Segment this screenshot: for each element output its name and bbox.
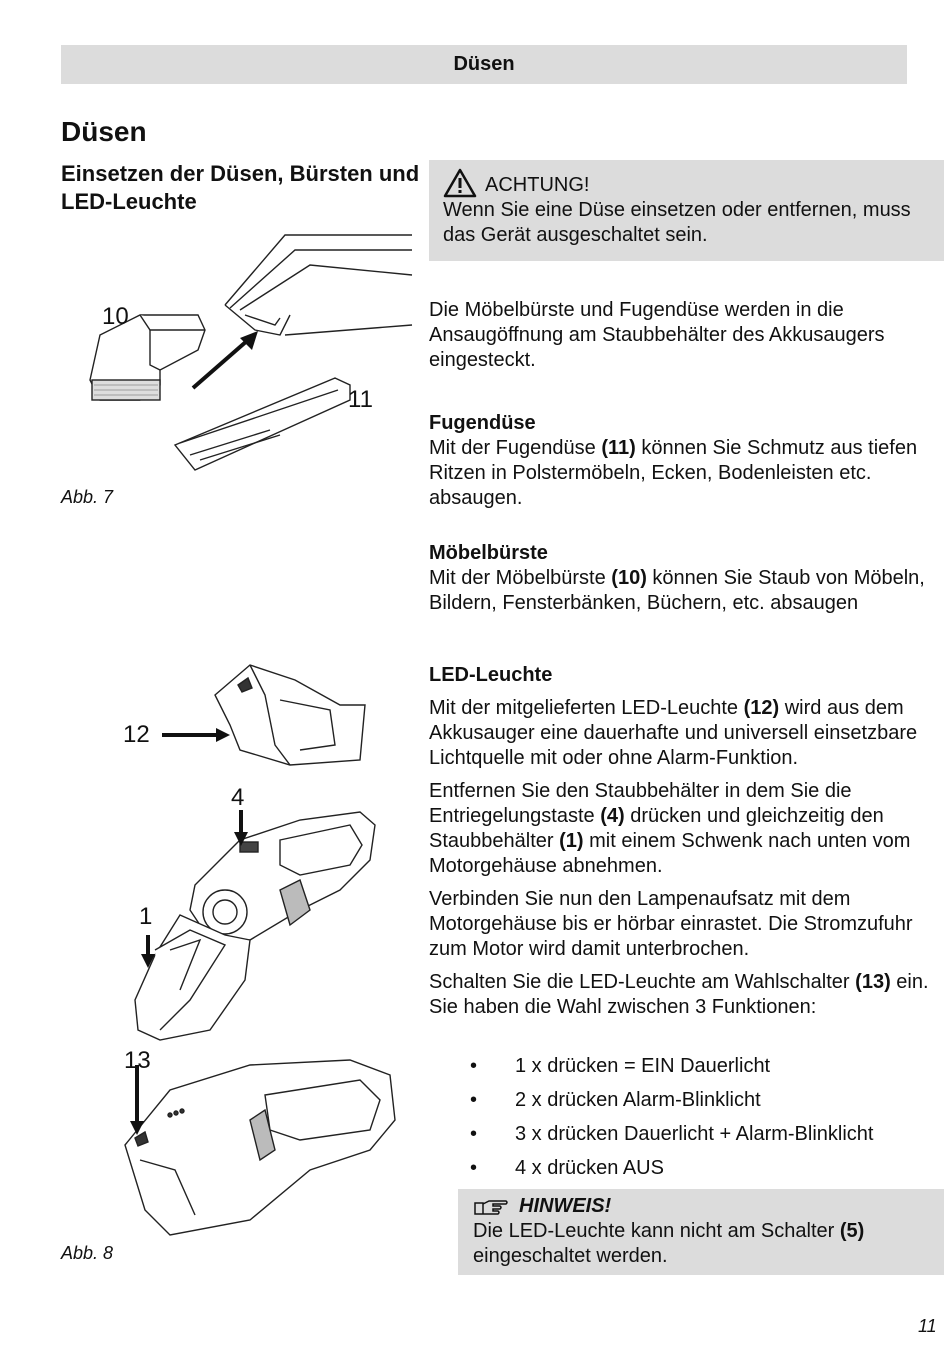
- led-p1-before: Mit der mitgelieferten LED-Leuchte: [429, 697, 744, 719]
- figure-7-illustration: [80, 230, 420, 480]
- crevice-nozzle-drawing: [175, 378, 350, 470]
- warning-box: [429, 160, 944, 261]
- subsection-title: Einsetzen der Düsen, Bürsten und LED-Leuchte: [61, 161, 420, 214]
- insert-arrow: [193, 331, 258, 388]
- fugenduese-section: [429, 411, 944, 511]
- led-p1-after: wird aus dem Akkusauger eine dauerhafte und universell einsetzbare Lichtquelle mit oder ohne Alarm-Funktion.: [429, 697, 918, 769]
- warning-triangle-icon: [443, 168, 477, 198]
- led-paragraph-2: [429, 779, 944, 879]
- label-crevice-11: 11: [348, 386, 373, 413]
- function-text: 2 x drücken Alarm-Blinklicht: [515, 1089, 761, 1111]
- assembled-lamp-unit-drawing: [125, 1060, 395, 1235]
- led-p2-ref-2: (1): [559, 830, 584, 852]
- warning-title: ACHTUNG!: [485, 174, 590, 196]
- led-paragraph-3: Verbinden Sie nun den Lampenaufsatz mit dem Motorgehäuse bis er hörbar einrastet. Die Stromzufuhr zum Motor wird damit unterbrochen.: [429, 888, 913, 960]
- led-title: LED-Leuchte: [429, 664, 553, 686]
- led-paragraph-4: [429, 970, 944, 1020]
- bullet: •: [470, 1089, 478, 1111]
- label-release-4: 4: [231, 784, 245, 811]
- note-text-before: Die LED-Leuchte kann nicht am Schalter: [473, 1220, 840, 1242]
- figure-8-caption: Abb. 8: [61, 1243, 114, 1263]
- led-p2-ref-1: (4): [600, 805, 625, 827]
- bullet: •: [470, 1123, 478, 1145]
- fugenduese-text-before: Mit der Fugendüse: [429, 437, 602, 459]
- led-p1-ref: (12): [743, 697, 780, 719]
- list-item: [470, 1087, 873, 1121]
- fugenduese-title: Fugendüse: [429, 412, 536, 434]
- list-item: [470, 1121, 873, 1155]
- led-p4-after: ein. Sie haben die Wahl zwischen 3 Funktionen:: [429, 971, 929, 1018]
- page-number: 11: [918, 1316, 937, 1336]
- bullet: •: [470, 1157, 478, 1179]
- led-paragraph-1: [429, 696, 944, 771]
- label-lamp-12: 12: [123, 721, 150, 748]
- function-text: 4 x drücken AUS: [515, 1157, 664, 1179]
- fugenduese-ref: (11): [601, 437, 636, 459]
- label-brush-10: 10: [102, 303, 129, 330]
- fugenduese-text: [429, 436, 944, 511]
- list-item: [470, 1053, 873, 1087]
- note-ref: (5): [839, 1220, 865, 1242]
- moebelbuerste-text-after: können Sie Staub von Möbeln, Bildern, Fensterbänken, Büchern, etc. absaugen: [429, 567, 925, 614]
- led-p2-before: Entfernen Sie den Staubbehälter in dem Sie die Entriegelungstaste: [429, 780, 852, 827]
- fugenduese-text-after: können Sie Schmutz aus tiefen Ritzen in Polstermöbeln, Ecken, Bodenleisten etc. absaugen.: [429, 437, 918, 509]
- led-section: [429, 663, 944, 1020]
- label-switch-13: 13: [124, 1047, 151, 1074]
- led-p2-mid: drücken und gleichzeitig den Staubbehälter: [429, 805, 884, 852]
- function-list: [470, 1053, 873, 1189]
- led-p2-after: mit einem Schwenk nach unten vom Motorgehäuse abnehmen.: [429, 830, 911, 877]
- warning-text: Wenn Sie eine Düse einsetzen oder entfernen, muss das Gerät ausgeschaltet sein.: [443, 199, 911, 246]
- section-title: Düsen: [61, 116, 147, 147]
- label-container-1: 1: [139, 903, 153, 930]
- intro-text: Die Möbelbürste und Fugendüse werden in die Ansaugöffnung am Staubbehälter des Akkusaugers eingesteckt.: [429, 299, 885, 371]
- moebelbuerste-ref: (10): [611, 567, 647, 589]
- note-title-row: [473, 1194, 944, 1219]
- motor-housing-drawing: [190, 812, 375, 940]
- function-text: 3 x drücken Dauerlicht + Alarm-Blinklicht: [515, 1123, 874, 1145]
- moebelbuerste-text-before: Mit der Möbelbürste: [429, 567, 612, 589]
- figure-7-caption: Abb. 7: [61, 487, 114, 507]
- bullet: •: [470, 1055, 478, 1077]
- vacuum-nozzle-drawing: [225, 235, 412, 335]
- function-text: 1 x drücken = EIN Dauerlicht: [515, 1055, 771, 1077]
- led-lamp-attachment-drawing: [215, 665, 365, 765]
- moebelbuerste-title: Möbelbürste: [429, 542, 548, 564]
- list-item: [470, 1155, 873, 1189]
- moebelbuerste-text: [429, 566, 944, 616]
- note-title: HINWEIS!: [519, 1195, 612, 1217]
- led-p4-ref: (13): [855, 971, 891, 993]
- led-p4-before: Schalten Sie die LED-Leuchte am Wahlschalter: [429, 971, 856, 993]
- moebelbuerste-section: [429, 541, 944, 616]
- note-text-after: eingeschaltet werden.: [473, 1245, 668, 1267]
- intro-paragraph: [429, 298, 944, 373]
- note-text: [473, 1219, 944, 1269]
- warning-title-row: [443, 168, 944, 198]
- running-header: Düsen: [61, 45, 907, 84]
- note-box: [458, 1189, 944, 1275]
- pointing-hand-icon: [473, 1197, 509, 1217]
